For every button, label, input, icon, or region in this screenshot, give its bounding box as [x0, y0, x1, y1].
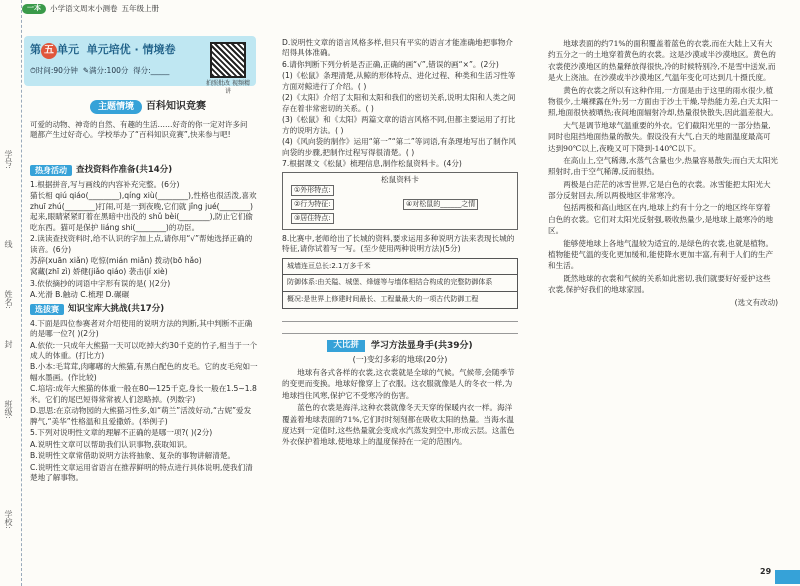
question-3: 3.依依摘抄的词语中字形有误的是( )(2分) — [30, 278, 171, 288]
essay-paragraph: 蓝色的衣裳是海洋,这种衣裳就像冬天天穿的保暖内衣一样。海洋覆盖着地球表面的71%,它们时时刻刻都在吸收太阳的热量。当海水温度达到一定值时,这些热量就会变成水汽蒸发到空中,形成云层。这蓝色外衣保护着地球,使地球上的温度保持在一定的范围内。 — [282, 403, 515, 447]
squirrel-card — [282, 172, 518, 230]
page-header — [22, 2, 159, 16]
essay-paragraph: 地球有各式各样的衣裳,这衣裳就是全球的气候。气候带,会随季节的变更而变换。地球好像穿上了衣服。这衣服就像是人的冬衣一样,为地球挡住风寒,保护它不受寒冷的伤害。 — [282, 367, 515, 400]
section-warmup-tag: 热身活动 — [30, 165, 72, 176]
theme-heading — [90, 100, 206, 114]
brand-logo: 一本 — [22, 4, 46, 14]
essay-paragraph: 包括两极和高山地区在内,地球上约有十分之一的地区终年穿着白色的衣裳。它们对太阳光反射强,吸收热量少,是地球上最寒冷的地区。 — [548, 203, 774, 236]
right-column — [548, 38, 778, 308]
unit-title — [30, 42, 176, 59]
essay-paragraph: 在高山上,空气稀薄,水蒸气含量也少,热量容易散失;而白天太阳光照射时,由于空气稀薄,反而很热。 — [548, 155, 779, 177]
question-3-options: A.光滑 B.触动 C.梳理 D.碾碾 — [30, 290, 130, 300]
unit-prefix: 第 — [30, 43, 41, 56]
unit-number: 五 — [41, 43, 57, 59]
essay-paragraph: 能够使地球上各地气温较为适宜的,是绿色的衣裳,也就是植物。植物能使气温的变化更加缓和,能使降水更加丰富,有利于人们的生产和生活。 — [548, 238, 774, 271]
binding-label-id: 学号: — [4, 150, 14, 169]
question-6-4: (4)《风向袋的制作》运用“第一”“第二”等词语,有条理地写出了制作风向袋的步骤,把制作过程写得很清楚。( ) — [282, 137, 516, 157]
middle-column — [282, 38, 518, 449]
card-field-appearance: ①外形特点: — [291, 185, 334, 196]
unit-suffix: 单元 — [57, 43, 79, 56]
section-contest — [282, 340, 518, 352]
essay-paragraph: 两极是白茫茫的冰雪世界,它是白色的衣裳。冰雪能把太阳光大部分反射回去,所以两极地区非常寒冷。 — [548, 179, 771, 201]
unit-subtitle: 单元培优 · 情境卷 — [86, 43, 176, 56]
question-2-row-b: 窝藏(zhī zì) 娇健(jiǎo qiáo) 袭击(jí xiè) — [30, 267, 168, 277]
info-length: 城墙连亘总长:2.1万多千米 — [283, 259, 517, 276]
question-1: 1.根据拼音,写与画线的内容补充完整。(6分) — [30, 179, 180, 189]
question-6-1: (1)《松鼠》条理清楚,从鲸的形体特点、进化过程、种类和生活习性等方面对鲸进行了介绍。( ) — [282, 71, 516, 91]
section-selection — [30, 304, 258, 316]
info-defense: 防御体系:由关隘、城堡、烽燧等与墙体相结合构成的完整防御体系 — [283, 275, 517, 292]
question-4-c: C.培培:成年大熊猫的体重一般在80—125千克,身长一般在1.5~1.8米。它们的尾巴短得常常被人们忽略掉。(列数字) — [30, 384, 257, 404]
section-warmup — [30, 165, 258, 177]
question-6-2: (2)《太阳》介绍了太阳和太阳和我们的密切关系,说明太阳和人类之间存在着非常密切的关系。( ) — [282, 93, 516, 113]
answer-line[interactable] — [282, 324, 518, 334]
question-2-row-a: 苏辞(xuān xiǎn) 吃惊(mián miǎn) 拨动(bō hǎo) — [30, 256, 202, 265]
question-8: 8.比赛中,老师给出了长城的资料,要求运用多种说明方法来表现长城的特征,请你试着写一写。(至少使用两种说明方法)(5分) — [282, 233, 515, 254]
essay-paragraph: 黄色的衣裳之所以有这种作用,一方面是由于这里的雨水很少,植物很少,土壤裸露在外;另一方面由于沙土干燥,导热能力差,白天太阳一照,地面很快被晒热;夜间地面辐射冷却,热量很快散失,因此温差很大。 — [548, 85, 779, 118]
card-field-feeling: ④对松鼠的______之情 — [403, 199, 478, 210]
unit-meta — [30, 66, 169, 76]
question-5: 5.下列对说明性文章的理解不正确的是哪一项?( )(2分) — [30, 428, 213, 438]
card-field-habitat: ③居住特点: — [291, 213, 334, 224]
question-4-a: A.依依:一只成年大熊猫一天可以吃掉大约30千克的竹子,相当于一个成人的体重。(打比方) — [30, 340, 258, 360]
question-5-c: C.说明性文章运用省语言在推荐鲜明的特点进行具体说明,使我们清楚地了解事物。 — [30, 462, 253, 483]
section-selection-title: 知识宝库大挑战(共17分) — [68, 303, 165, 314]
binding-label-school: 学校: — [4, 510, 14, 529]
pencil-icon: ✎ — [82, 66, 90, 75]
question-2: 2.读读查找资料时,给不认识的字加上点,请你用“√”帮她选择正确的读音。(6分) — [30, 234, 253, 254]
section-contest-title: 学习方法显身手(共39分) — [370, 340, 473, 351]
question-5-b: B.说明性文章常借助说明方法将抽象、复杂的事物讲解清楚。 — [30, 451, 236, 461]
answer-line[interactable] — [282, 312, 518, 322]
section-contest-tag: 大比拼 — [327, 340, 365, 352]
question-7: 7.根据课文《松鼠》梳理信息,制作松鼠资料卡。(4分) — [282, 159, 462, 169]
section-selection-tag: 选拔赛 — [30, 304, 64, 315]
page-number: 29 — [760, 567, 772, 576]
question-6-3: (3)《松鼠》和《太阳》两篇文章的语言风格不同,但都主要运用了打比方的说明方法。( ) — [282, 115, 516, 135]
binding-margin — [0, 0, 22, 586]
question-4-d: D.思思:在京动物园的大熊猫习性多,如“萌兰”活泼好动,“古妮”爱发脾气,“美华”性格温和且爱撒娇。(举例子) — [30, 406, 252, 426]
question-4: 4.下面是四位参赛者对介绍使用的说明方法的判断,其中判断不正确的是哪一位?( )(2分) — [30, 318, 253, 339]
qr-caption: 拍照批改 视频精讲 — [206, 80, 250, 96]
squirrel-card-title: 松鼠资料卡 — [381, 174, 419, 184]
question-4-b: B.小本:毛茸茸,肉嘟嘟的大熊猫,有黑白配色的皮毛。它的皮毛宛如一幅水墨画。(作比较) — [30, 362, 258, 382]
theme-tag: 主题情境 — [90, 100, 142, 114]
binding-label-name: 姓名: — [4, 290, 14, 309]
grade-label: 五年级上册 — [121, 3, 159, 13]
essay-title: (一)变幻多彩的地球(20分) — [352, 354, 448, 364]
total-score: 满分:100分 — [89, 66, 129, 75]
section-warmup-title: 查找资料作准备(共14分) — [76, 165, 173, 175]
question-6: 6.请你判断下列分析是否正确,正确的画“√”,错误的画“×”。(2分) — [282, 59, 499, 69]
qr-code-icon — [210, 42, 246, 78]
binding-label-seal: 封 — [4, 340, 14, 348]
great-wall-info — [282, 258, 518, 309]
essay-body — [282, 367, 518, 448]
essay-paragraph: 大气是调节地球气温重要的外衣。它们截阳光里的一部分热量,同时也阻挡地面热量的散失。假设没有大气,白天的地面温度最高可达到90℃以上,夜晚又可下降到-140℃以下。 — [548, 120, 771, 153]
question-1-body: 猫长相 qiú qiáo(________),qíng xiù(________),性格也很活泼,喜欢 zhuī zhú(________)打闹,可是一到夜晚,它们就 jǐng jué(________)起来,眼睛紧紧盯着在黑暗中出没的 shǔ bèi(________),防止它们偷吃东西。猫可是保护 liáng shi(________)的功臣。 — [30, 191, 257, 232]
intro-text: 可爱的动物、神奇的自然、有趣的生活……好奇的你一定对许多问题都产生过好奇心。学校举办了“百科知识竞赛”,快来参与吧! — [30, 120, 248, 140]
source-note: (选文有改动) — [734, 297, 778, 307]
series-title: 小学语文周末小测卷 — [50, 3, 118, 13]
essay-paragraph: 既然地球的衣裳和气候的关系如此密切,我们就要好好爱护这些衣裳,保护好我们的地球家园。 — [548, 273, 771, 295]
essay-paragraph: 地球表面的约71%的面积覆盖着蓝色的衣裳,而在大陆上又有大约五分之一的土地穿着黄色的衣裳。这是沙漠或半沙漠地区。黄色的衣裳使沙漠地区的热量释放得很快,冷的时候特别冷,不是雪中送炭,而是火上浇油。在沙漠或半沙漠地区,气温年变化可达到几十摄氏度。 — [548, 39, 776, 83]
question-5-a: A.说明性文章可以帮助我们认识事物,获取知识。 — [30, 439, 192, 449]
card-field-behavior: ②行为特征: — [291, 199, 334, 210]
info-overview: 概况:是世界上修建时间最长、工程量最大的一项古代防御工程 — [287, 294, 479, 303]
theme-title: 百科知识竞赛 — [146, 101, 207, 113]
corner-stripe — [775, 570, 800, 584]
score-field: 得分:_____ — [133, 66, 170, 75]
binding-label-line: 线 — [4, 240, 14, 248]
time-limit: 时间:90分钟 — [35, 66, 78, 75]
question-5-d: D.说明性文章的语言风格多样,但只有平实的语言才能准确地把事物介绍得具体准确。 — [282, 38, 513, 58]
left-column — [30, 162, 258, 485]
clock-icon: ⏱ — [30, 66, 36, 75]
binding-label-class: 班级: — [4, 400, 14, 419]
